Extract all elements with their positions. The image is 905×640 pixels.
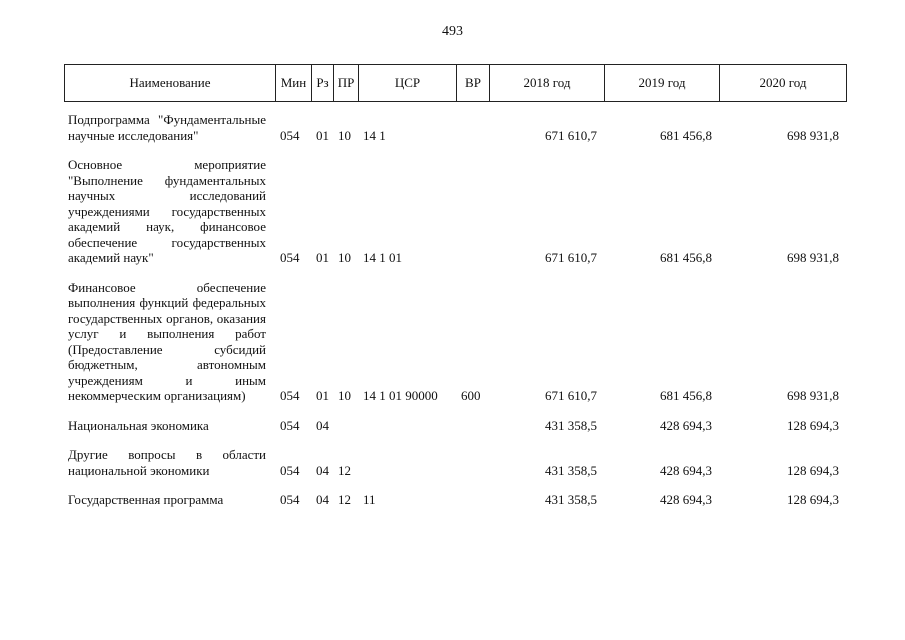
row-2018: 671 610,7	[545, 250, 597, 265]
header-pr: ПР	[333, 65, 358, 101]
row-name: Другие вопросы в области национальной экономики	[68, 447, 266, 478]
header-vr: ВР	[456, 65, 489, 101]
row-2018: 671 610,7	[545, 127, 597, 143]
row-2018: 431 358,5	[545, 462, 597, 478]
row-pr: 12	[338, 462, 351, 478]
row-name: Национальная экономика	[68, 417, 209, 433]
header-2019: 2019 год	[604, 65, 719, 101]
row-2018: 431 358,5	[545, 417, 597, 433]
row-name: Финансовое обеспечение выполнения функций федеральных государственных органов, оказания услуг и выполнения работ (Предоставление субсидий бюджетным, автономным учреждениям и иным некоммерческим организациям)	[68, 279, 266, 403]
header-2020: 2020 год	[719, 65, 846, 101]
row-min: 054	[280, 127, 300, 143]
row-2019: 428 694,3	[660, 462, 712, 478]
table-row	[64, 418, 847, 434]
row-2020: 698 931,8	[787, 388, 839, 403]
row-min: 054	[280, 250, 300, 265]
row-2018: 431 358,5	[545, 492, 597, 507]
row-2020: 698 931,8	[787, 250, 839, 265]
header-2018: 2018 год	[489, 65, 604, 101]
row-2020: 128 694,3	[787, 492, 839, 507]
row-2020: 128 694,3	[787, 462, 839, 478]
table-row	[64, 112, 847, 143]
header-csr: ЦСР	[358, 65, 456, 101]
header-name: Наименование	[129, 75, 211, 90]
row-2019: 428 694,3	[660, 417, 712, 433]
row-csr: 14 1 01 90000	[363, 388, 438, 403]
row-2020: 128 694,3	[787, 417, 839, 433]
row-pr: 10	[338, 250, 351, 265]
header-rz: Рз	[311, 65, 333, 101]
row-rz: 04	[316, 417, 329, 433]
row-min: 054	[280, 492, 300, 507]
row-pr: 10	[338, 388, 351, 403]
row-pr: 10	[338, 127, 351, 143]
row-2019: 681 456,8	[660, 127, 712, 143]
table-row	[64, 280, 847, 404]
row-2018: 671 610,7	[545, 388, 597, 403]
row-2020: 698 931,8	[787, 127, 839, 143]
page-number: 493	[442, 24, 463, 39]
row-rz: 01	[316, 127, 329, 143]
row-rz: 01	[316, 388, 329, 403]
row-vr: 600	[461, 388, 481, 403]
row-name: Основное мероприятие "Выполнение фундаментальных научных исследований учреждениями государственных академий наук, финансовое обеспечение государственных академий наук"	[68, 157, 266, 265]
row-min: 054	[280, 388, 300, 403]
row-csr: 14 1	[363, 127, 386, 143]
table-row	[64, 492, 847, 508]
table-body	[64, 112, 847, 522]
row-2019: 681 456,8	[660, 250, 712, 265]
row-rz: 01	[316, 250, 329, 265]
header-min: Мин	[275, 65, 311, 101]
row-2019: 681 456,8	[660, 388, 712, 403]
row-pr: 12	[338, 492, 351, 507]
row-csr: 11	[363, 492, 376, 507]
table-row	[64, 447, 847, 478]
row-csr: 14 1 01	[363, 250, 402, 265]
row-min: 054	[280, 462, 300, 478]
row-name: Государственная программа	[68, 492, 224, 507]
row-name: Подпрограмма "Фундаментальные научные исследования"	[68, 112, 266, 143]
row-min: 054	[280, 417, 300, 433]
table-header	[64, 64, 847, 102]
row-rz: 04	[316, 492, 329, 507]
row-rz: 04	[316, 462, 329, 478]
row-2019: 428 694,3	[660, 492, 712, 507]
table-row	[64, 157, 847, 266]
